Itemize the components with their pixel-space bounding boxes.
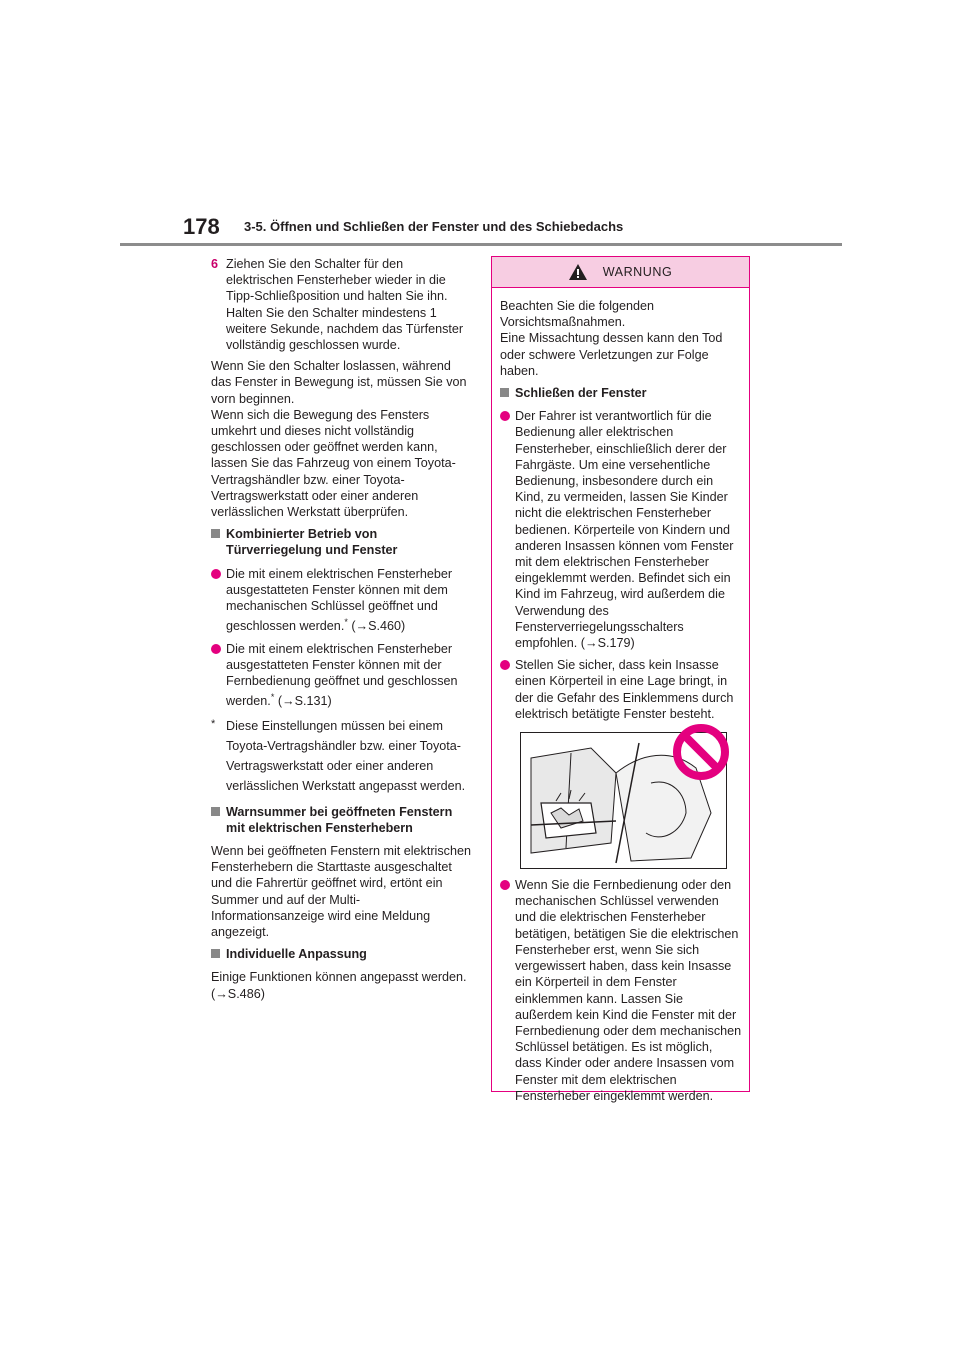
- bullet-text: Die mit einem elektrischen Fensterheber ausgestatteten Fenster können mit der Fernbedienung geöffnet und geschlossen werden.: [226, 641, 458, 709]
- paragraph-buzzer: Wenn bei geöffneten Fenstern mit elektrischen Fensterhebern die Starttaste ausgeschaltet und die Fahrertür geöffnet wird, ertönt ein Summer und auf der Multi-Informationsanzeige wird eine Meldung angezeigt.: [211, 844, 471, 940]
- heading-customization: Individuelle Anpassung: [211, 946, 473, 962]
- paragraph-customization: Einige Funktionen können angepasst werden. (→S.486): [211, 970, 467, 1001]
- warning-intro-consequence: Eine Missachtung dessen kann den Tod oder schwere Verletzungen zur Folge haben.: [500, 331, 723, 378]
- bullet-mechanical-key: [211, 566, 473, 635]
- footnote: [211, 716, 473, 796]
- warning-intro: Beachten Sie die folgenden Vorsichtsmaßnahmen.: [500, 299, 655, 330]
- bullet-remote: [211, 641, 473, 710]
- left-column: [211, 252, 473, 1008]
- footnote-marker: *: [344, 617, 348, 628]
- page-reference-link[interactable]: (→S.131): [277, 694, 332, 709]
- paragraph-release: Wenn Sie den Schalter loslassen, während das Fenster in Bewegung ist, müssen Sie von vorn beginnen.: [211, 359, 467, 406]
- warning-triangle-icon: [569, 264, 587, 280]
- bullet-text: Die mit einem elektrischen Fensterheber ausgestatteten Fenster können mit dem mechanischen Schlüssel geöffnet und geschlossen werden.: [226, 566, 453, 634]
- footnote-marker: *: [270, 692, 275, 703]
- step-6: [211, 256, 473, 353]
- warning-bullet-driver-responsibility: Der Fahrer ist verantwortlich für die Bedienung aller elektrischen Fensterheber, einschließlich derer der Fahrgäste. Um eine versehentliche Bedienung, insbesondere durch ein Kind, zu vermeiden, lassen Sie Kinder nicht die elektrischen Fensterheber bedienen. Körperteile von Kindern und anderen Insassen können vom Fenster mit dem elektrischen Fensterheber eingeklemmt werden. Befindet sich ein Kind im Fahrzeug, wird außerdem die Verwendung des Fensterverriegelungsschalters empfohlen. (→S.179): [500, 408, 742, 651]
- page-number: 178: [183, 214, 220, 239]
- warning-body: [492, 288, 749, 1104]
- heading-combined-operation: Kombinierter Betrieb von Türverriegelung und Fenster: [211, 526, 473, 558]
- heading-closing-windows: Schließen der Fenster: [500, 385, 742, 401]
- footnote-text: Diese Einstellungen müssen bei einem Toyota-Vertragshändler bzw. einer Toyota-Vertragswerkstatt oder einer anderen verlässlichen Werkstatt angepasst werden.: [226, 718, 466, 793]
- step-text: Ziehen Sie den Schalter für den elektrischen Fensterheber wieder in die Tipp-Schließposition und halten Sie ihn. Halten Sie den Schalter mindestens 1 weitere Sekunde, nachdem das Türfenster vollständig geschlossen wurde.: [226, 257, 464, 353]
- footnote-mark: *: [211, 717, 216, 730]
- header-rule: [120, 243, 842, 246]
- warning-box: [491, 256, 750, 1103]
- paragraph-reverse: Wenn sich die Bewegung des Fensters umkehrt und dieses nicht vollständig geschlossen oder geöffnet werden kann, lassen Sie das Fahrzeug von einem Toyota-Vertragshändler bzw. einer Toyota-Vertragswerkstatt oder einer anderen verlässlichen Werkstatt überprüfen.: [211, 407, 456, 520]
- step-number: 6: [211, 257, 219, 271]
- heading-warning-buzzer: Warnsummer bei geöffneten Fenstern mit elektrischen Fensterhebern: [211, 804, 473, 836]
- warning-bullet-body-parts: Stellen Sie sicher, dass kein Insasse einen Körperteil in eine Lage bringt, in der die Gefahr des Einklemmens durch elektrisch betätigte Fenster besteht.: [500, 657, 742, 722]
- warning-header: [492, 257, 749, 288]
- chapter-title: 3-5. Öffnen und Schließen der Fenster und des Schiebedachs: [244, 219, 624, 234]
- warning-bullet-remote-key: Wenn Sie die Fernbedienung oder den mechanischen Schlüssel verwenden und die elektrischen Fensterheber betätigen, betätigen Sie die elektrischen Fensterheber erst, wenn Sie sich vergewissert haben, dass kein Insasse ein Körperteil in dem Fenster einklemmen kann. Lassen Sie außerdem kein Kind die Fenster mit der Fernbedienung oder dem mechanischen Schlüssel betätigen. Es ist möglich, dass Kinder oder andere Insassen vom Fenster mit dem elektrischen Fensterheber eingeklemmt werden.: [500, 877, 742, 1104]
- prohibited-icon: [672, 723, 730, 781]
- page-reference-link[interactable]: (→S.460): [351, 619, 406, 634]
- warning-title: WARNUNG: [602, 265, 673, 279]
